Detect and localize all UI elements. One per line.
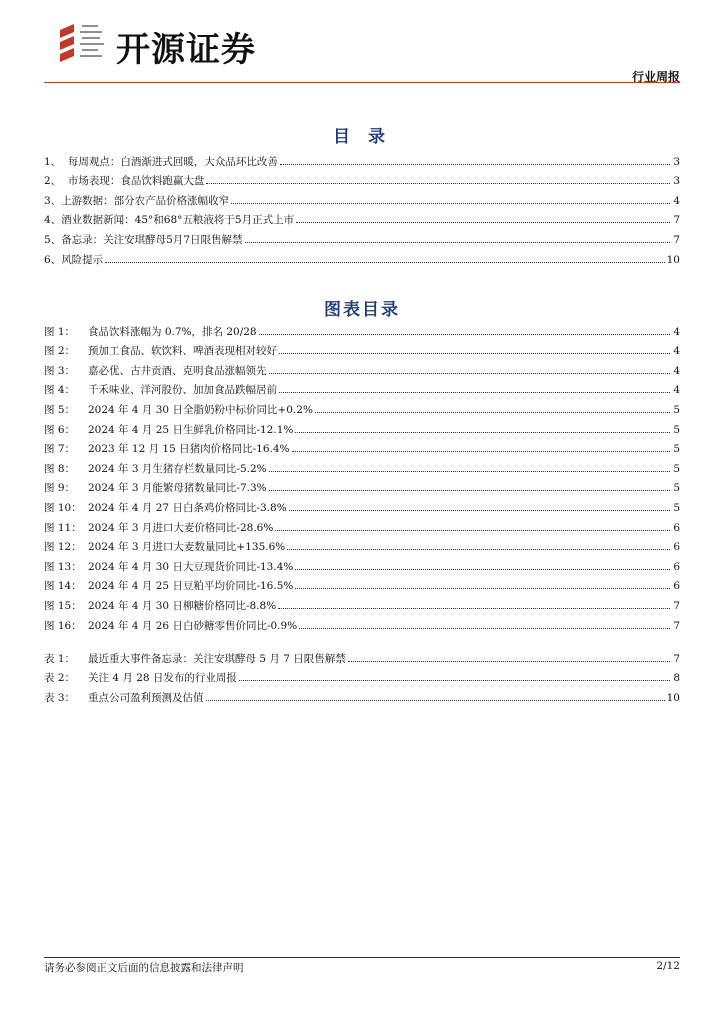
toc-entry-title: 每周观点：白酒渐进式回暖，大众品环比改善 bbox=[67, 155, 278, 168]
table-entry-number: 表 2： bbox=[44, 672, 76, 685]
toc-entry-page: 4 bbox=[673, 194, 680, 207]
dot-leader bbox=[239, 679, 670, 681]
figure-entry-title: 2024 年 4 月 25 日豆粕平均价同比-16.5% bbox=[88, 580, 294, 593]
toc-list bbox=[44, 148, 680, 266]
toc-entry[interactable] bbox=[44, 226, 680, 246]
figure-entry-number: 图 5： bbox=[44, 403, 76, 416]
figure-entry-title: 2024 年 3 月生猪存栏数量同比-5.2% bbox=[88, 462, 267, 475]
dot-leader bbox=[348, 660, 670, 662]
dot-leader bbox=[279, 352, 670, 354]
toc-entry-number: 4、 bbox=[44, 214, 62, 227]
figure-entry-page: 7 bbox=[673, 599, 680, 612]
figure-entry-page: 6 bbox=[673, 560, 680, 573]
figures-list bbox=[44, 318, 680, 632]
figure-entry-number: 图 7： bbox=[44, 443, 76, 456]
table-entry[interactable] bbox=[44, 684, 680, 704]
figure-entry-page: 4 bbox=[673, 325, 680, 338]
dot-leader bbox=[296, 221, 670, 223]
figure-entry-page: 7 bbox=[673, 619, 680, 632]
table-entry-title: 重点公司盈利预测及估值 bbox=[88, 691, 204, 704]
figure-entry[interactable] bbox=[44, 318, 680, 338]
toc-entry-page: 3 bbox=[673, 175, 680, 188]
dot-leader bbox=[206, 182, 670, 184]
figure-entry-title: 食品饮料涨幅为 0.7%，排名 20/28 bbox=[88, 325, 257, 338]
toc-entry-title: 市场表现：食品饮料跑赢大盘 bbox=[67, 175, 205, 188]
figure-entry-number: 图 12： bbox=[44, 541, 82, 554]
toc-entry-page: 7 bbox=[673, 214, 680, 227]
figure-entry-number: 图 2： bbox=[44, 345, 76, 358]
toc-entry-page: 10 bbox=[666, 253, 680, 266]
figure-entry-number: 图 1： bbox=[44, 325, 76, 338]
page-header bbox=[44, 18, 680, 82]
dot-leader bbox=[280, 163, 670, 165]
figure-entry-page: 5 bbox=[673, 482, 680, 495]
dot-leader bbox=[269, 470, 670, 472]
figure-entry[interactable] bbox=[44, 475, 680, 495]
figure-entry-number: 图 11： bbox=[44, 521, 82, 534]
table-entry-number: 表 3： bbox=[44, 691, 76, 704]
figure-entry-title: 预加工食品、软饮料、啤酒表现相对较好 bbox=[88, 345, 277, 358]
figure-entry[interactable] bbox=[44, 534, 680, 554]
figure-entry[interactable] bbox=[44, 436, 680, 456]
toc-entry[interactable] bbox=[44, 187, 680, 207]
figure-entry-title: 2024 年 4 月 30 日大豆现货价同比-13.4% bbox=[88, 560, 294, 573]
toc-entry[interactable] bbox=[44, 246, 680, 266]
footer-divider bbox=[44, 957, 680, 958]
dot-leader bbox=[295, 568, 670, 570]
figure-entry-title: 2024 年 3 月进口大麦价格同比-28.6% bbox=[88, 521, 274, 534]
footer-disclaimer: 请务必参阅正文后面的信息披露和法律声明 bbox=[44, 962, 244, 974]
figure-entry[interactable] bbox=[44, 494, 680, 514]
table-entry-number: 表 1： bbox=[44, 652, 76, 665]
figures-title: 图表目录 bbox=[324, 300, 400, 320]
figure-entry[interactable] bbox=[44, 553, 680, 573]
dot-leader bbox=[279, 391, 670, 393]
figure-entry[interactable] bbox=[44, 455, 680, 475]
toc-entry[interactable] bbox=[44, 168, 680, 188]
figure-entry-title: 千禾味业、洋河股份、加加食品跌幅居前 bbox=[88, 384, 277, 397]
dot-leader bbox=[105, 261, 664, 263]
toc-entry-title: 备忘录：关注安琪酵母5月7日限售解禁 bbox=[61, 233, 243, 246]
figure-entry[interactable] bbox=[44, 396, 680, 416]
toc-entry-title: 风险提示 bbox=[61, 253, 104, 266]
table-entry-page: 8 bbox=[673, 672, 680, 685]
figure-entry-number: 图 4： bbox=[44, 384, 76, 397]
figure-entry-number: 图 6： bbox=[44, 423, 76, 436]
report-type-label: 行业周报 bbox=[631, 70, 680, 84]
figure-entry-title: 2024 年 4 月 25 日生鲜乳价格同比-12.1% bbox=[88, 423, 294, 436]
table-entry-title: 最近重大事件备忘录：关注安琪酵母 5 月 7 日限售解禁 bbox=[88, 652, 346, 665]
figure-entry-title: 嘉必优、古井贡酒、克明食品涨幅领先 bbox=[88, 364, 267, 377]
toc-entry-number: 1、 bbox=[44, 155, 68, 168]
figure-entry-page: 5 bbox=[673, 501, 680, 514]
dot-leader bbox=[278, 607, 670, 609]
brand-name: 开源证券 bbox=[116, 30, 256, 70]
dot-leader bbox=[295, 431, 670, 433]
figure-entry-title: 2024 年 4 月 30 日全脂奶粉中标价同比+0.2% bbox=[88, 403, 313, 416]
toc-entry-number: 6、 bbox=[44, 253, 62, 266]
toc-entry-title: 上游数据：部分农产品价格涨幅收窄 bbox=[61, 194, 230, 207]
figure-entry-number: 图 9： bbox=[44, 482, 76, 495]
toc-entry-number: 5、 bbox=[44, 233, 62, 246]
toc-entry-page: 3 bbox=[673, 155, 680, 168]
dot-leader bbox=[292, 450, 670, 452]
figure-entry-page: 5 bbox=[673, 423, 680, 436]
page-number: 2/12 bbox=[656, 960, 680, 972]
table-entry[interactable] bbox=[44, 665, 680, 685]
figure-entry[interactable] bbox=[44, 338, 680, 358]
figure-entry-page: 5 bbox=[673, 443, 680, 456]
figure-entry-number: 图 13： bbox=[44, 560, 82, 573]
dot-leader bbox=[269, 372, 671, 374]
dot-leader bbox=[259, 333, 670, 335]
figure-entry-title: 2023 年 12 月 15 日猪肉价格同比-16.4% bbox=[88, 443, 290, 456]
figure-entry-title: 2024 年 4 月 30 日柳糖价格同比-8.8% bbox=[88, 599, 277, 612]
toc-entry-page: 7 bbox=[673, 233, 680, 246]
figure-entry-page: 5 bbox=[673, 462, 680, 475]
table-entry[interactable] bbox=[44, 645, 680, 665]
figure-entry-page: 4 bbox=[673, 384, 680, 397]
dot-leader bbox=[315, 411, 670, 413]
figure-entry[interactable] bbox=[44, 377, 680, 397]
figure-entry-title: 2024 年 4 月 26 日白砂糖零售价同比-0.9% bbox=[88, 619, 298, 632]
figure-entry-title: 2024 年 3 月能繁母猪数量同比-7.3% bbox=[88, 482, 267, 495]
dot-leader bbox=[295, 587, 670, 589]
toc-entry[interactable] bbox=[44, 207, 680, 227]
figure-entry[interactable] bbox=[44, 357, 680, 377]
tables-list bbox=[44, 645, 680, 704]
dot-leader bbox=[275, 529, 670, 531]
figure-entry-number: 图 16： bbox=[44, 619, 82, 632]
kaiyuan-logo-icon bbox=[54, 20, 110, 64]
toc-entry[interactable] bbox=[44, 148, 680, 168]
figure-entry-page: 5 bbox=[673, 403, 680, 416]
figure-entry-page: 4 bbox=[673, 345, 680, 358]
brand-logo bbox=[54, 20, 284, 68]
toc-entry-number: 2、 bbox=[44, 175, 68, 188]
table-entry-page: 10 bbox=[666, 691, 680, 704]
figure-entry-number: 图 3： bbox=[44, 364, 76, 377]
toc-entry-title: 酒业数据新闻：45°和68°五粮液将于5月正式上市 bbox=[61, 214, 295, 227]
figure-entry-number: 图 10： bbox=[44, 501, 82, 514]
figure-entry-page: 4 bbox=[673, 364, 680, 377]
table-entry-title: 关注 4 月 28 日发布的行业周报 bbox=[88, 672, 237, 685]
figure-entry-page: 6 bbox=[673, 521, 680, 534]
figure-entry-title: 2024 年 4 月 27 日白条鸡价格同比-3.8% bbox=[88, 501, 287, 514]
figure-entry[interactable] bbox=[44, 514, 680, 534]
dot-leader bbox=[206, 699, 665, 701]
dot-leader bbox=[299, 627, 670, 629]
figure-entry-number: 图 15： bbox=[44, 599, 82, 612]
figure-entry[interactable] bbox=[44, 416, 680, 436]
dot-leader bbox=[245, 241, 670, 243]
figure-entry-page: 6 bbox=[673, 541, 680, 554]
dot-leader bbox=[269, 489, 670, 491]
figure-entry-number: 图 8： bbox=[44, 462, 76, 475]
dot-leader bbox=[231, 202, 670, 204]
figure-entry-number: 图 14： bbox=[44, 580, 82, 593]
dot-leader bbox=[289, 509, 670, 511]
figure-entry-page: 6 bbox=[673, 580, 680, 593]
figure-entry[interactable] bbox=[44, 573, 680, 593]
dot-leader bbox=[287, 548, 670, 550]
toc-entry-number: 3、 bbox=[44, 194, 62, 207]
table-entry-page: 7 bbox=[673, 652, 680, 665]
figure-entry[interactable] bbox=[44, 612, 680, 632]
figure-entry-title: 2024 年 3 月进口大麦数量同比+135.6% bbox=[88, 541, 286, 554]
header-divider bbox=[44, 82, 680, 83]
figure-entry[interactable] bbox=[44, 592, 680, 612]
toc-title: 目 录 bbox=[333, 127, 391, 147]
